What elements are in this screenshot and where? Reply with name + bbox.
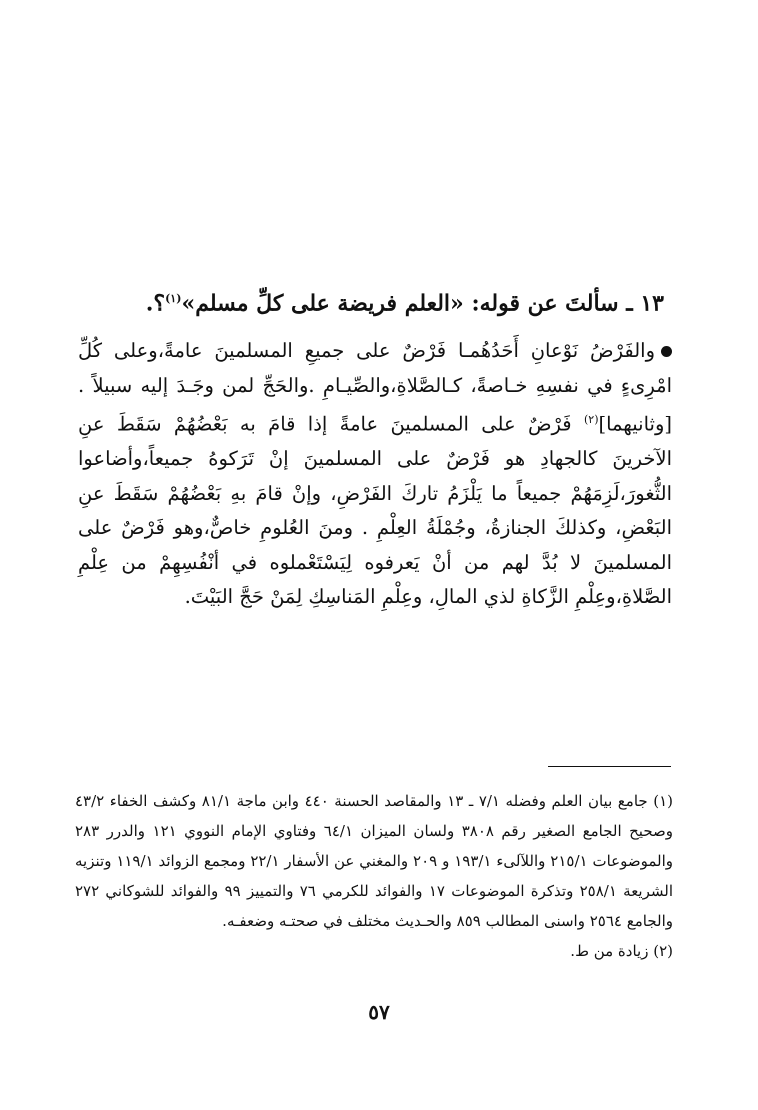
bullet-icon (661, 346, 672, 357)
footnote-separator (548, 766, 671, 767)
answer-part-1: والفَرْضُ نَوْعانِ أَحَدُهُمـا فَرْضٌ على جميعِ المسلمينَ عامةً،وعلى كُلِّ امْرِىءٍ في نفسِهِ خـاصةً، كـالصَّلاةِ،والصِّيـامِ .والحَجِّ لمن وجَـدَ إليه سبيلاً . [وثانيهما] (78, 339, 672, 436)
heading-text: ١٣ ـ سألتَ عن قوله: «العلم فريضة على كلِّ مسلم» (181, 290, 664, 317)
answer-text (78, 334, 672, 615)
page-number: ٥٧ (368, 1000, 390, 1024)
answer-paragraph (78, 334, 672, 615)
question-heading (94, 282, 664, 320)
answer-part-2: فَرْضٌ على المسلمينَ عامةً إذا قامَ به بَعْضُهُمْ سَقَطَ عنِ الآخرينَ كالجهادِ هو فَرْضٌ على المسلمينَ إنْ تَرَكوهُ جميعاً،وأضاعوا الثُّغورَ،لَزِمَهُمْ جميعاً ما يَلْزَمُ تاركَ الفَرْضِ، وإنْ قامَ بهِ بَعْضُهُمْ سَقَطَ عنِ البَعْضِ، وكذلكَ الجنازةُ، وجُمْلَةُ العِلْمِ . ومنَ العُلومِ خاصٌّ،وهو فَرْضٌ على المسلمينَ لا بُدَّ لهم من أنْ يَعرفوه لِيَسْتَعْملوه في أنْفُسِهِمْ من عِلْمِ الصَّلاةِ،وعِلْمِ الزَّكاةِ لذي المالِ، وعِلْمِ المَناسِكِ لِمَنْ حَجَّ البَيْتَ. (78, 412, 672, 608)
heading-end: ؟. (145, 290, 166, 317)
heading-footnote-mark: (١) (165, 292, 182, 305)
footnotes (75, 786, 673, 966)
answer-footnote-mark: (٢) (583, 413, 599, 426)
footnote-2: (٢) زيادة من ط. (570, 942, 673, 960)
footnote-1: (١) جامع بيان العلم وفضله ٧/١ ـ ١٣ والمقاصد الحسنة ٤٤٠ وابن ماجة ٨١/١ وكشف الخفاء ٤٣/٢ وصحيح الجامع الصغير رقم ٣٨٠٨ ولسان الميزان ٦٤/١ وفتاوي الإمام النووي ١٢١ والدرر ٢٨٣ والموضوعات ٢١٥/١ واللآلىء ١٩٣/١ و ٢٠٩ والمغني عن الأسفار ٢٢/١ ومجمع الزوائد ١١٩/١ وتنزيه الشريعة ٢٥٨/١ وتذكرة الموضوعات ١٧ والفوائد للكرمي ٧٦ والتمييز ٩٩ والفوائد للشوكاني ٢٧٢ والجامع ٢٥٦٤ واسنى المطالب ٨٥٩ والحـديث مختلف في صحتـه وضعفـه. (75, 792, 674, 930)
